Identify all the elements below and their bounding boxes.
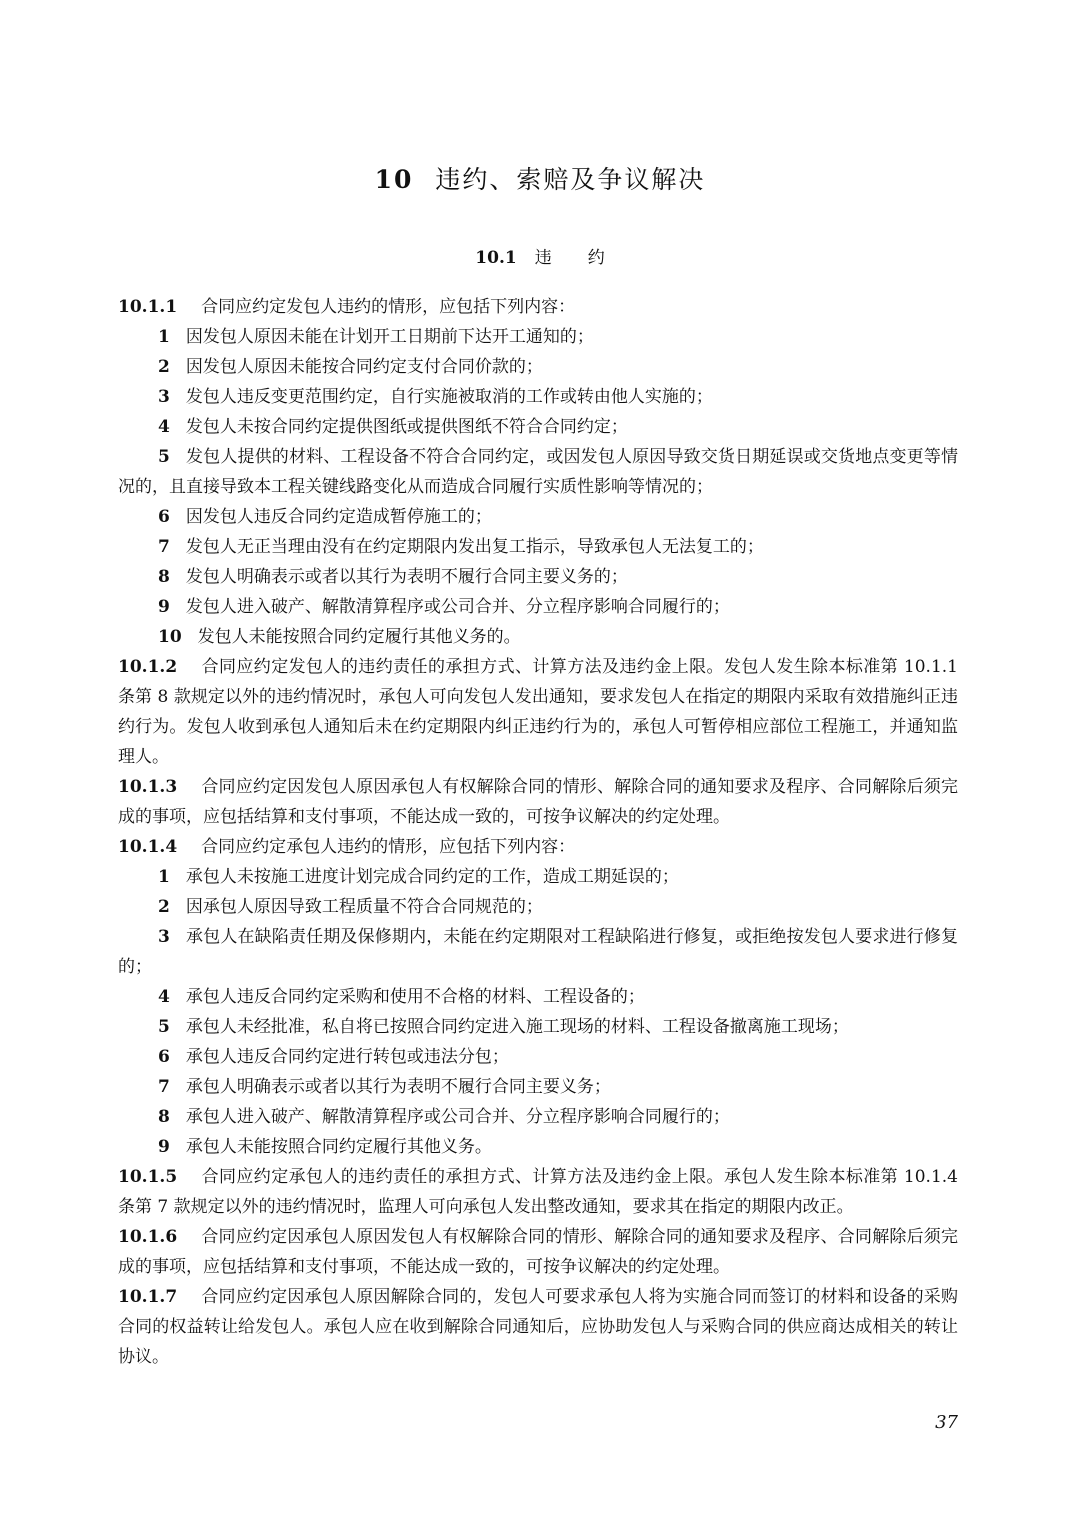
item-number: 2 (158, 357, 170, 377)
item-text: 承包人违反合同约定进行转包或违法分包； (185, 1047, 509, 1067)
list-item (118, 982, 958, 1012)
item-text: 承包人未按施工进度计划完成合同约定的工作，造成工期延误的； (185, 867, 679, 887)
item-number: 2 (158, 897, 170, 917)
clause-text: 合同应约定因承包人原因解除合同的，发包人可要求承包人将为实施合同而签订的材料和设备的采购合同的权益转让给发包人。承包人应在收到解除合同通知后，应协助发包人与采购合同的供应商达成相关的转让协议。 (118, 1287, 958, 1367)
clause-text: 合同应约定承包人违约的情形，应包括下列内容： (201, 837, 576, 857)
item-number: 6 (158, 507, 170, 527)
clause-text: 合同应约定发包人的违约责任的承担方式、计算方法及违约金上限。发包人发生除本标准第 10.1.1 条第 8 款规定以外的违约情况时，承包人可向发包人发出通知，要求发包人在指定的期限内采取有效措施纠正违约行为。发包人收到承包人通知后未在约定期限内纠正违约行为的，承包人可暂停相应部位工程施工，并通知监理人。 (118, 657, 958, 767)
item-number: 9 (158, 597, 170, 617)
clause-paragraph (118, 1222, 958, 1282)
clause-number: 10.1.3 (118, 777, 178, 797)
section-title-text: 违约 (534, 248, 641, 268)
section-title (0, 243, 1080, 268)
list-item (118, 622, 958, 652)
clause-number: 10.1.5 (118, 1167, 178, 1187)
clause-text: 合同应约定承包人的违约责任的承担方式、计算方法及违约金上限。承包人发生除本标准第 10.1.4 条第 7 款规定以外的违约情况时，监理人可向承包人发出整改通知，要求其在指定的期限内改正。 (118, 1167, 958, 1217)
list-item (118, 1072, 958, 1102)
item-number: 5 (158, 447, 170, 467)
item-text: 承包人未经批准，私自将已按照合同约定进入施工现场的材料、工程设备撤离施工现场； (185, 1017, 849, 1037)
list-item (118, 592, 958, 622)
list-item (118, 412, 958, 442)
item-number: 7 (158, 1077, 170, 1097)
list-item (118, 1012, 958, 1042)
item-text: 发包人进入破产、解散清算程序或公司合并、分立程序影响合同履行的； (185, 597, 730, 617)
item-text: 承包人进入破产、解散清算程序或公司合并、分立程序影响合同履行的； (185, 1107, 730, 1127)
item-text: 承包人违反合同约定采购和使用不合格的材料、工程设备的； (185, 987, 645, 1007)
item-text: 发包人提供的材料、工程设备不符合合同约定，或因发包人原因导致交货日期延误或交货地点变更等情况的，且直接导致本工程关键线路变化从而造成合同履行实质性影响等情况的； (118, 447, 958, 497)
item-number: 4 (158, 417, 170, 437)
item-number: 6 (158, 1047, 170, 1067)
clause-text: 合同应约定发包人违约的情形，应包括下列内容： (201, 297, 576, 317)
list-item (118, 862, 958, 892)
clause-paragraph (118, 832, 958, 862)
item-text: 发包人未按合同约定提供图纸或提供图纸不符合合同约定； (185, 417, 628, 437)
item-text: 发包人未能按照合同约定履行其他义务的。 (197, 627, 521, 647)
item-number: 10 (158, 627, 182, 647)
list-item (118, 1132, 958, 1162)
item-text: 因发包人原因未能按合同约定支付合同价款的； (185, 357, 543, 377)
clause-number: 10.1.7 (118, 1287, 178, 1307)
item-number: 3 (158, 927, 170, 947)
page-number: 37 (935, 1412, 958, 1433)
list-item (118, 892, 958, 922)
item-number: 5 (158, 1017, 170, 1037)
item-number: 3 (158, 387, 170, 407)
list-item (118, 502, 958, 532)
clause-paragraph (118, 292, 958, 322)
item-text: 承包人未能按照合同约定履行其他义务。 (185, 1137, 492, 1157)
list-item (118, 352, 958, 382)
item-number: 7 (158, 537, 170, 557)
item-text: 承包人在缺陷责任期及保修期内，未能在约定期限对工程缺陷进行修复，或拒绝按发包人要求进行修复的； (118, 927, 958, 977)
clause-number: 10.1.1 (118, 297, 178, 317)
clause-paragraph (118, 772, 958, 832)
body-text (118, 292, 958, 1372)
item-number: 1 (158, 867, 170, 887)
clause-text: 合同应约定因发包人原因承包人有权解除合同的情形、解除合同的通知要求及程序、合同解除后须完成的事项，应包括结算和支付事项，不能达成一致的，可按争议解决的约定处理。 (118, 777, 958, 827)
item-text: 发包人明确表示或者以其行为表明不履行合同主要义务的； (185, 567, 628, 587)
list-item (118, 532, 958, 562)
item-text: 因发包人原因未能在计划开工日期前下达开工通知的； (185, 327, 594, 347)
list-item (118, 322, 958, 352)
clause-paragraph (118, 652, 958, 772)
clause-paragraph (118, 1282, 958, 1372)
list-item (118, 1102, 958, 1132)
item-text: 发包人违反变更范围约定，自行实施被取消的工作或转由他人实施的； (185, 387, 713, 407)
item-text: 因发包人违反合同约定造成暂停施工的； (185, 507, 492, 527)
chapter-title (0, 160, 1080, 196)
list-item (118, 922, 958, 982)
item-number: 4 (158, 987, 170, 1007)
item-text: 因承包人原因导致工程质量不符合合同规范的； (185, 897, 543, 917)
item-number: 9 (158, 1137, 170, 1157)
section-number: 10.1 (475, 248, 517, 268)
list-item (118, 382, 958, 412)
item-number: 1 (158, 327, 170, 347)
chapter-title-text: 违约、索赔及争议解决 (435, 165, 706, 194)
clause-text: 合同应约定因承包人原因发包人有权解除合同的情形、解除合同的通知要求及程序、合同解除后须完成的事项，应包括结算和支付事项，不能达成一致的，可按争议解决的约定处理。 (118, 1227, 958, 1277)
list-item (118, 562, 958, 592)
list-item (118, 442, 958, 502)
item-number: 8 (158, 1107, 170, 1127)
clause-paragraph (118, 1162, 958, 1222)
item-number: 8 (158, 567, 170, 587)
item-text: 承包人明确表示或者以其行为表明不履行合同主要义务； (185, 1077, 611, 1097)
clause-number: 10.1.2 (118, 657, 178, 677)
list-item (118, 1042, 958, 1072)
item-text: 发包人无正当理由没有在约定期限内发出复工指示，导致承包人无法复工的； (185, 537, 764, 557)
chapter-number: 10 (374, 165, 414, 194)
clause-number: 10.1.6 (118, 1227, 178, 1247)
clause-number: 10.1.4 (118, 837, 178, 857)
